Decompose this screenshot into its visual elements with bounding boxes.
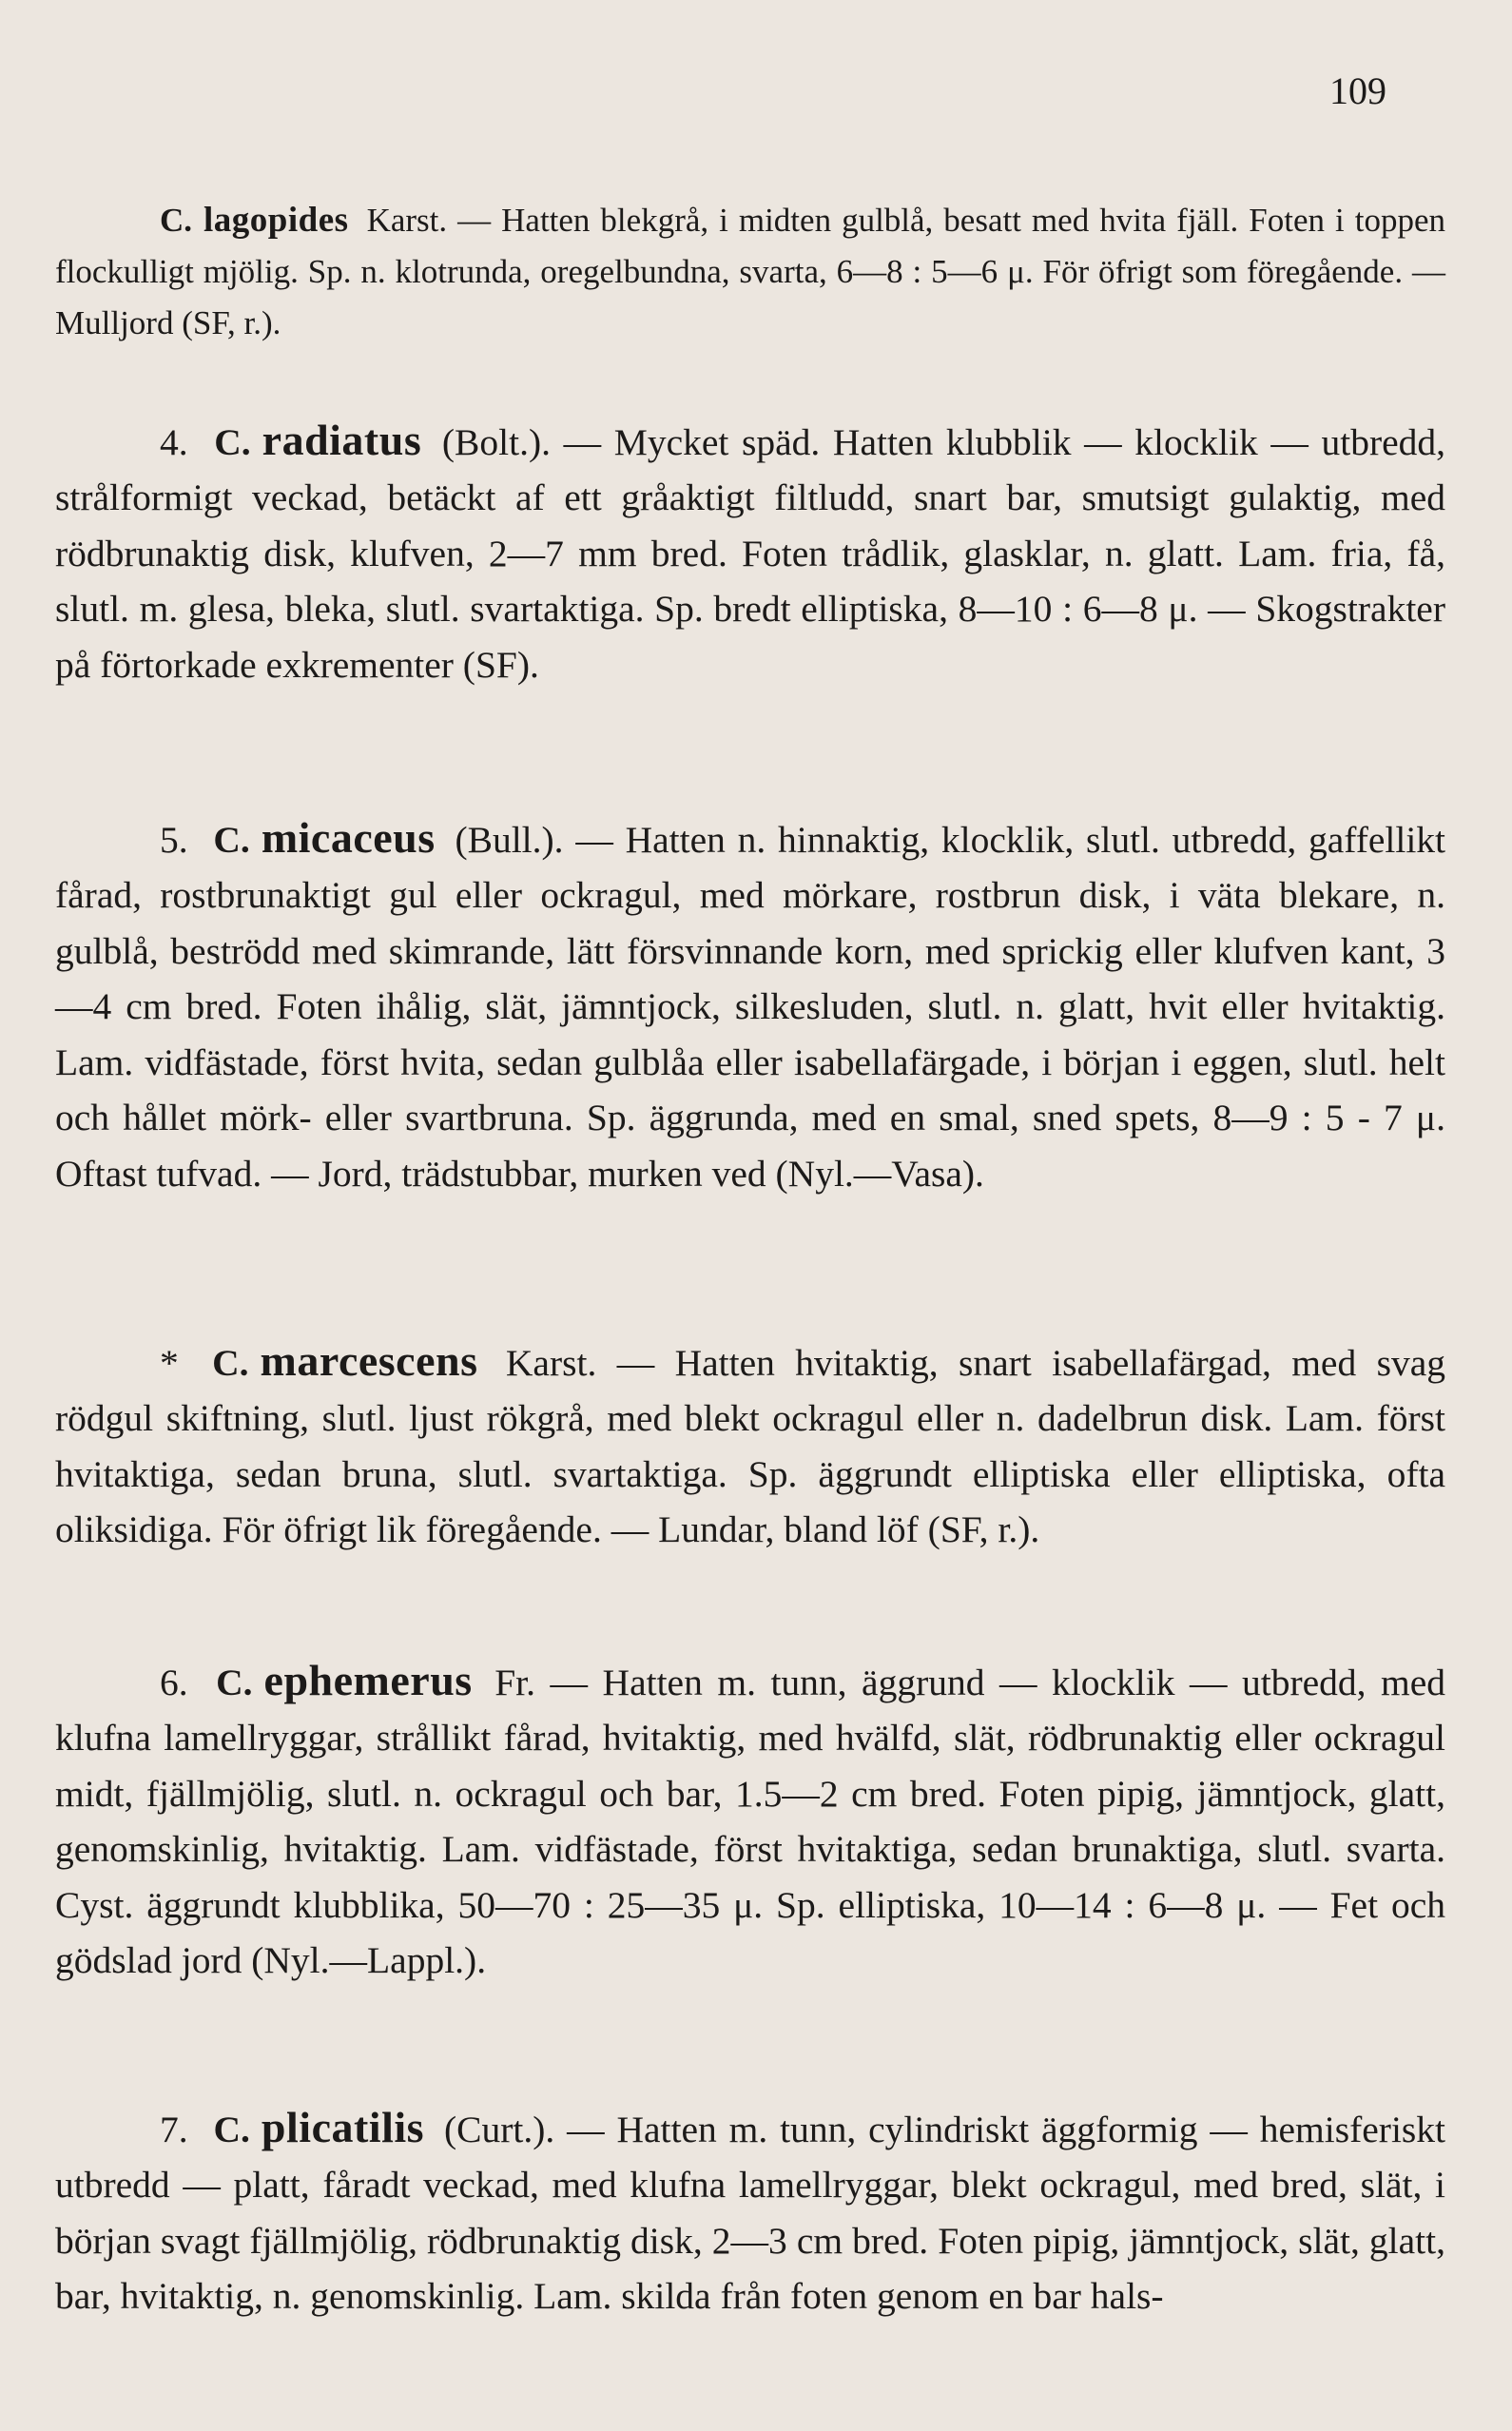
- page-number: 109: [1329, 69, 1386, 112]
- author-citation: (Bull.).: [455, 818, 564, 861]
- species-entry-plicatilis: [55, 2100, 1445, 2324]
- author-citation: (Bolt.).: [441, 420, 551, 463]
- species-description: — Hatten hvitaktig, snart isabellafärgad, med svag rödgul skiftning, slutl. ljust rökgrå, med blekt ockragul eller n. dadelbrun disk. Lam. först hvitaktiga, sedan bruna, slutl. svartaktiga. Sp. äggrundt elliptiska eller elliptiska, ofta oliksidiga. För öfrigt lik föregående. — Lundar, bland löf (SF, r.).: [55, 1341, 1446, 1550]
- species-entry-marcescens: [55, 1333, 1445, 1558]
- entry-number: 5.: [160, 818, 188, 861]
- species-description: — Hatten blekgrå, i midten gulblå, besatt med hvita fjäll. Foten i toppen flockulligt mjölig. Sp. n. klotrunda, oregelbundna, svarta, 6—8 : 5—6 μ. För öfrigt som föregående. — Mulljord (SF, r.).: [55, 202, 1445, 341]
- species-description: — Hatten m. tunn, äggrund — klocklik — utbredd, med klufna lamellryggar, strållikt fårad, hvitaktig, med hvälfd, slät, rödbrunaktig eller ockragul midt, fjällmjölig, slutl. n. ockragul och bar, 1.5—2 cm bred. Foten pipig, jämntjock, glatt, genomskinlig, hvitaktig. Lam. vidfästade, först hvitaktiga, sedan brunaktiga, slutl. svarta. Cyst. äggrundt klubblika, 50—70 : 25—35 μ. Sp. elliptiska, 10—14 : 6—8 μ. — Fet och gödslad jord (Nyl.—Lappl.).: [55, 1661, 1446, 1981]
- entry-number: *: [160, 1341, 179, 1384]
- species-name: marcescens: [260, 1335, 478, 1385]
- author-citation: Karst.: [366, 202, 448, 239]
- species-description: — Hatten n. hinnaktig, klocklik, slutl. utbredd, gaffellikt fårad, rostbrunaktigt gul eller ockragul, med mörkare, rostbrun disk, i väta blekare, n. gulblå, beströdd med skimrande, lätt försvinnande korn, med sprickig eller klufven kant, 3—4 cm bred. Foten ihålig, slät, jämntjock, silkesluden, slutl. n. glatt, hvit eller hvitaktig. Lam. vidfästade, först hvita, sedan gulblåa eller isabellafärgade, i början i eggen, slutl. helt och hållet mörk- eller svartbruna. Sp. äggrunda, med en smal, sned spets, 8—9 : 5 - 7 μ. Oftast tufvad. — Jord, trädstubbar, murken ved (Nyl.—Vasa).: [55, 818, 1446, 1195]
- author-citation: Fr.: [494, 1661, 536, 1703]
- species-name: radiatus: [262, 415, 422, 464]
- species-entry-lagopides: [55, 195, 1445, 349]
- genus-abbrev: C.: [213, 818, 250, 861]
- species-description: — Hatten m. tunn, cylindriskt äggformig — hemisferiskt utbredd — platt, fåradt veckad, med klufna lamellryggar, blekt ockragul, med bred, slät, i början svagt fjällmjölig, rödbrunaktig disk, 2—3 cm bred. Foten pipig, jämntjock, slät, glatt, bar, hvitaktig, n. genomskinlig. Lam. skilda från foten genom en bar hals-: [55, 2108, 1446, 2317]
- species-name: plicatilis: [261, 2102, 425, 2151]
- genus-abbrev: C.: [212, 1341, 249, 1384]
- species-entry-ephemerus: [55, 1653, 1445, 1989]
- author-citation: (Curt.).: [443, 2108, 555, 2150]
- species-description: — Mycket späd. Hatten klubblik — klocklik — utbredd, strålformigt veckad, betäckt af ett gråaktigt filtludd, snart bar, smutsigt gulaktig, med rödbrunaktig disk, klufven, 2—7 mm bred. Foten trådlik, glasklar, n. glatt. Lam. fria, få, slutl. m. glesa, bleka, slutl. svartaktiga. Sp. bredt elliptiska, 8—10 : 6—8 μ. — Skogstrakter på förtorkade exkrementer (SF).: [55, 420, 1445, 686]
- species-name: lagopides: [204, 201, 349, 240]
- entry-number: 6.: [160, 1661, 188, 1703]
- species-entry-radiatus: [55, 413, 1445, 693]
- genus-abbrev: C.: [213, 2108, 250, 2150]
- species-name: ephemerus: [263, 1655, 473, 1704]
- entry-number: 4.: [160, 420, 188, 463]
- genus-abbrev: C.: [160, 202, 193, 239]
- species-name: micaceus: [261, 812, 436, 862]
- genus-abbrev: C.: [216, 1661, 253, 1703]
- entry-number: 7.: [160, 2108, 188, 2150]
- author-citation: Karst.: [505, 1341, 597, 1384]
- species-entry-micaceus: [55, 810, 1445, 1202]
- genus-abbrev: C.: [214, 420, 251, 463]
